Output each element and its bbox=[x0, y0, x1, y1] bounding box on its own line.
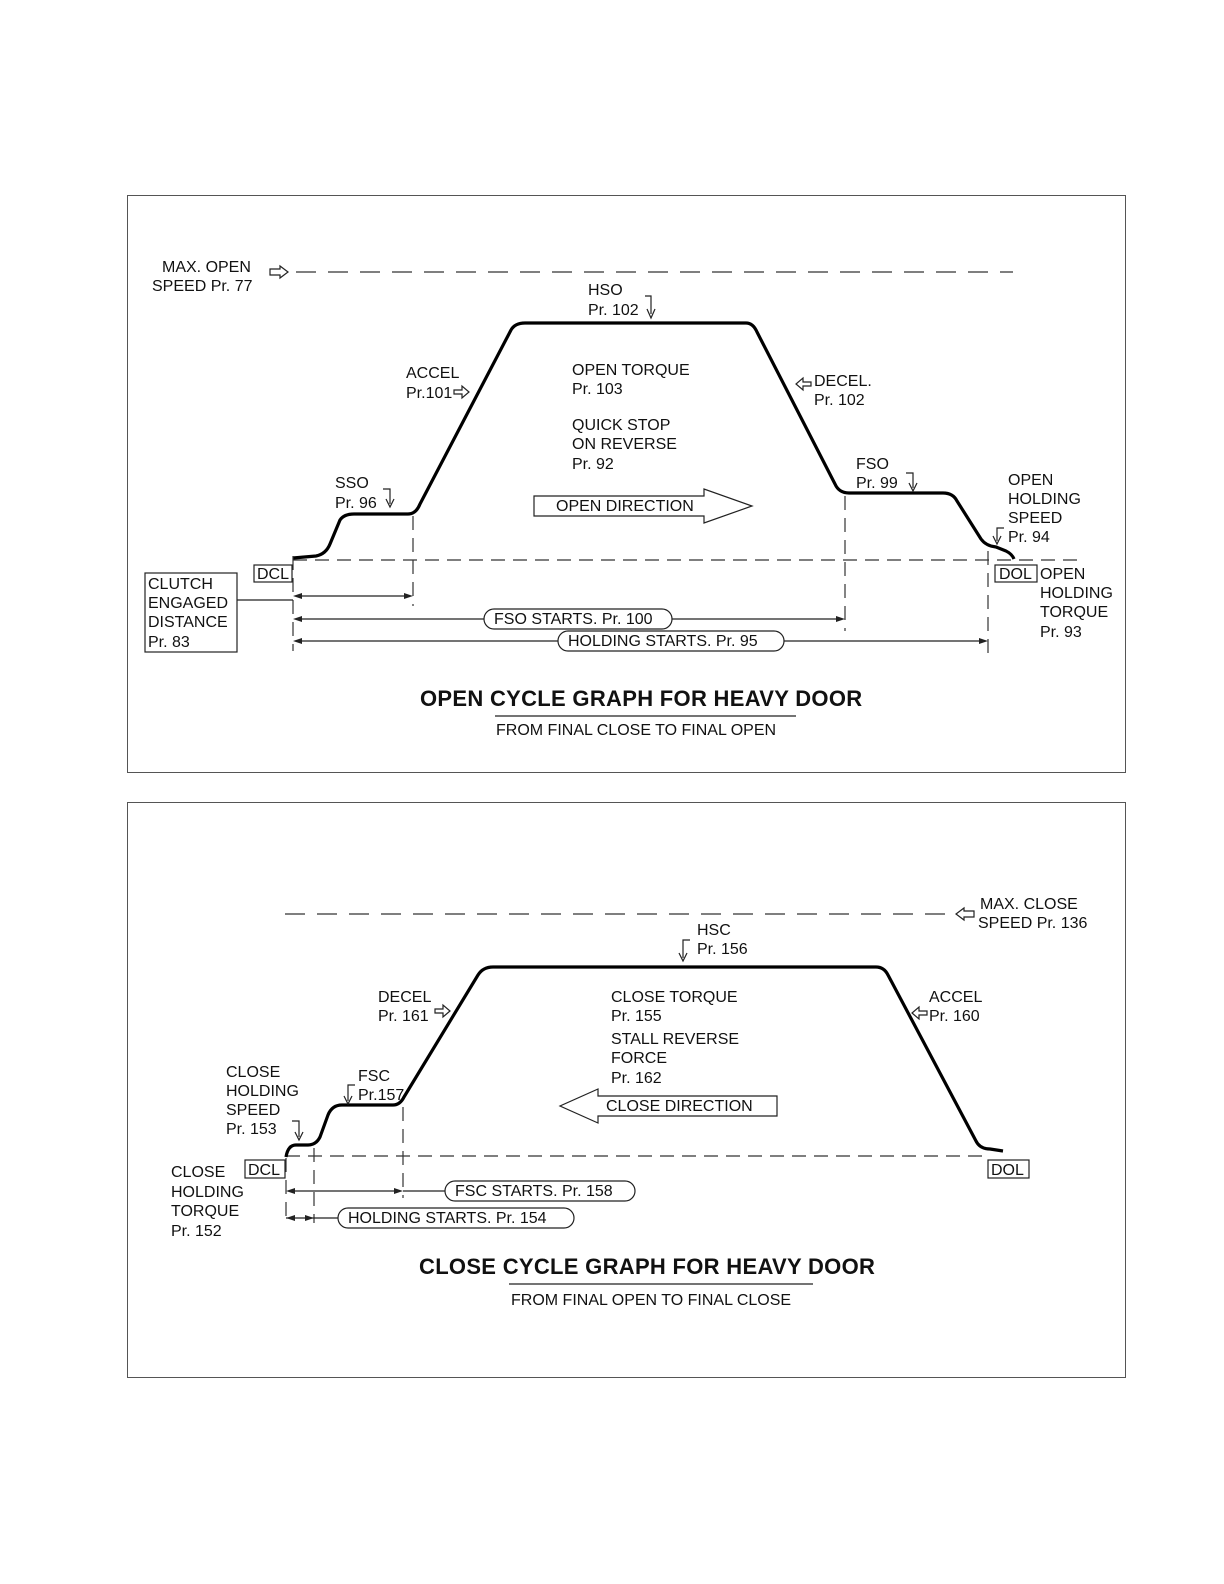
open-holding-torque-label-1: OPEN bbox=[1040, 566, 1086, 583]
sso-param: Pr. 96 bbox=[335, 495, 377, 512]
hsc-arrow-icon bbox=[679, 940, 690, 961]
hsc-label: HSC bbox=[697, 922, 731, 939]
open-holding-torque-label-2: HOLDING bbox=[1040, 585, 1113, 602]
dol-label-close: DOL bbox=[991, 1162, 1024, 1179]
stall-label-2: FORCE bbox=[611, 1050, 667, 1067]
fso-starts-label: FSO STARTS. Pr. 100 bbox=[494, 611, 653, 628]
clutch-param: Pr. 83 bbox=[148, 634, 190, 651]
open-cycle-diagram bbox=[128, 196, 1125, 772]
accel-param-close: Pr. 160 bbox=[929, 1008, 980, 1025]
close-direction-label: CLOSE DIRECTION bbox=[606, 1098, 753, 1115]
accel-label: ACCEL bbox=[406, 365, 460, 382]
quick-stop-param: Pr. 92 bbox=[572, 456, 614, 473]
close-torque-param: Pr. 155 bbox=[611, 1008, 662, 1025]
open-direction-label: OPEN DIRECTION bbox=[556, 498, 694, 515]
dcl-label: DCL bbox=[257, 566, 290, 583]
close-cycle-panel bbox=[127, 802, 1126, 1378]
fsc-param: Pr.157 bbox=[358, 1087, 405, 1104]
hso-arrow-icon bbox=[645, 296, 655, 318]
close-cycle-diagram bbox=[128, 803, 1125, 1377]
close-torque-label: CLOSE TORQUE bbox=[611, 989, 738, 1006]
quick-stop-label-2: ON REVERSE bbox=[572, 436, 677, 453]
decel-label: DECEL. bbox=[814, 373, 872, 390]
stall-param: Pr. 162 bbox=[611, 1070, 662, 1087]
open-graph-title: OPEN CYCLE GRAPH FOR HEAVY DOOR bbox=[420, 686, 863, 711]
open-torque-label: OPEN TORQUE bbox=[572, 362, 690, 379]
close-holding-speed-label-3: SPEED bbox=[226, 1102, 281, 1119]
close-holding-speed-label-1: CLOSE bbox=[226, 1064, 281, 1081]
accel-param: Pr.101 bbox=[406, 385, 453, 402]
open-holding-speed-label-1: OPEN bbox=[1008, 472, 1054, 489]
close-holding-torque-label-3: TORQUE bbox=[171, 1203, 240, 1220]
close-graph-subtitle: FROM FINAL OPEN TO FINAL CLOSE bbox=[511, 1292, 792, 1309]
open-holding-speed-param: Pr. 94 bbox=[1008, 529, 1050, 546]
fso-arrow-icon bbox=[906, 473, 917, 491]
fsc-arrow-icon bbox=[344, 1085, 355, 1104]
hsc-param: Pr. 156 bbox=[697, 941, 748, 958]
close-holding-speed-label-2: HOLDING bbox=[226, 1083, 299, 1100]
quick-stop-label-1: QUICK STOP bbox=[572, 417, 671, 434]
open-holding-speed-label-2: HOLDING bbox=[1008, 491, 1081, 508]
max-close-speed-arrow-icon bbox=[956, 908, 974, 920]
fso-param: Pr. 99 bbox=[856, 475, 898, 492]
max-open-speed-arrow-icon bbox=[270, 266, 288, 278]
holding-speed-arrow-icon bbox=[993, 528, 1004, 544]
accel-label-close: ACCEL bbox=[929, 989, 983, 1006]
dol-label: DOL bbox=[999, 566, 1032, 583]
decel-arrow-icon bbox=[796, 378, 811, 390]
decel-arrow-icon-close bbox=[435, 1005, 450, 1017]
open-cycle-panel bbox=[127, 195, 1126, 773]
holding-starts-label: HOLDING STARTS. Pr. 95 bbox=[568, 633, 758, 650]
open-holding-speed-label-3: SPEED bbox=[1008, 510, 1063, 527]
close-graph-title: CLOSE CYCLE GRAPH FOR HEAVY DOOR bbox=[419, 1254, 876, 1279]
stall-label-1: STALL REVERSE bbox=[611, 1031, 740, 1048]
clutch-label-1: CLUTCH bbox=[148, 576, 213, 593]
sso-arrow-icon bbox=[383, 489, 394, 507]
clutch-label-2: ENGAGED bbox=[148, 595, 229, 612]
close-holding-speed-param: Pr. 153 bbox=[226, 1121, 277, 1138]
decel-label-close: DECEL bbox=[378, 989, 432, 1006]
open-holding-torque-param: Pr. 93 bbox=[1040, 624, 1082, 641]
dcl-label-close: DCL bbox=[248, 1162, 281, 1179]
close-holding-speed-arrow-icon bbox=[292, 1121, 303, 1140]
decel-param: Pr. 102 bbox=[814, 392, 865, 409]
holding-starts-label-close: HOLDING STARTS. Pr. 154 bbox=[348, 1210, 547, 1227]
close-holding-torque-label-2: HOLDING bbox=[171, 1184, 244, 1201]
accel-arrow-icon bbox=[454, 386, 469, 398]
fsc-label: FSC bbox=[358, 1068, 390, 1085]
close-holding-torque-label-1: CLOSE bbox=[171, 1164, 226, 1181]
close-holding-torque-param: Pr. 152 bbox=[171, 1223, 222, 1240]
open-graph-subtitle: FROM FINAL CLOSE TO FINAL OPEN bbox=[496, 722, 777, 739]
max-close-speed-label-1: MAX. CLOSE bbox=[980, 896, 1078, 913]
fso-label: FSO bbox=[856, 456, 889, 473]
fsc-starts-label: FSC STARTS. Pr. 158 bbox=[455, 1183, 613, 1200]
open-torque-param: Pr. 103 bbox=[572, 381, 623, 398]
max-close-speed-label-2: SPEED Pr. 136 bbox=[978, 915, 1088, 932]
hso-label: HSO bbox=[588, 282, 623, 299]
max-open-speed-label-1: MAX. OPEN bbox=[162, 259, 251, 276]
decel-param-close: Pr. 161 bbox=[378, 1008, 429, 1025]
sso-label: SSO bbox=[335, 475, 369, 492]
clutch-label-3: DISTANCE bbox=[148, 614, 228, 631]
accel-arrow-icon-close bbox=[912, 1007, 927, 1019]
hso-param: Pr. 102 bbox=[588, 302, 639, 319]
open-holding-torque-label-3: TORQUE bbox=[1040, 604, 1109, 621]
max-open-speed-label-2: SPEED Pr. 77 bbox=[152, 278, 253, 295]
